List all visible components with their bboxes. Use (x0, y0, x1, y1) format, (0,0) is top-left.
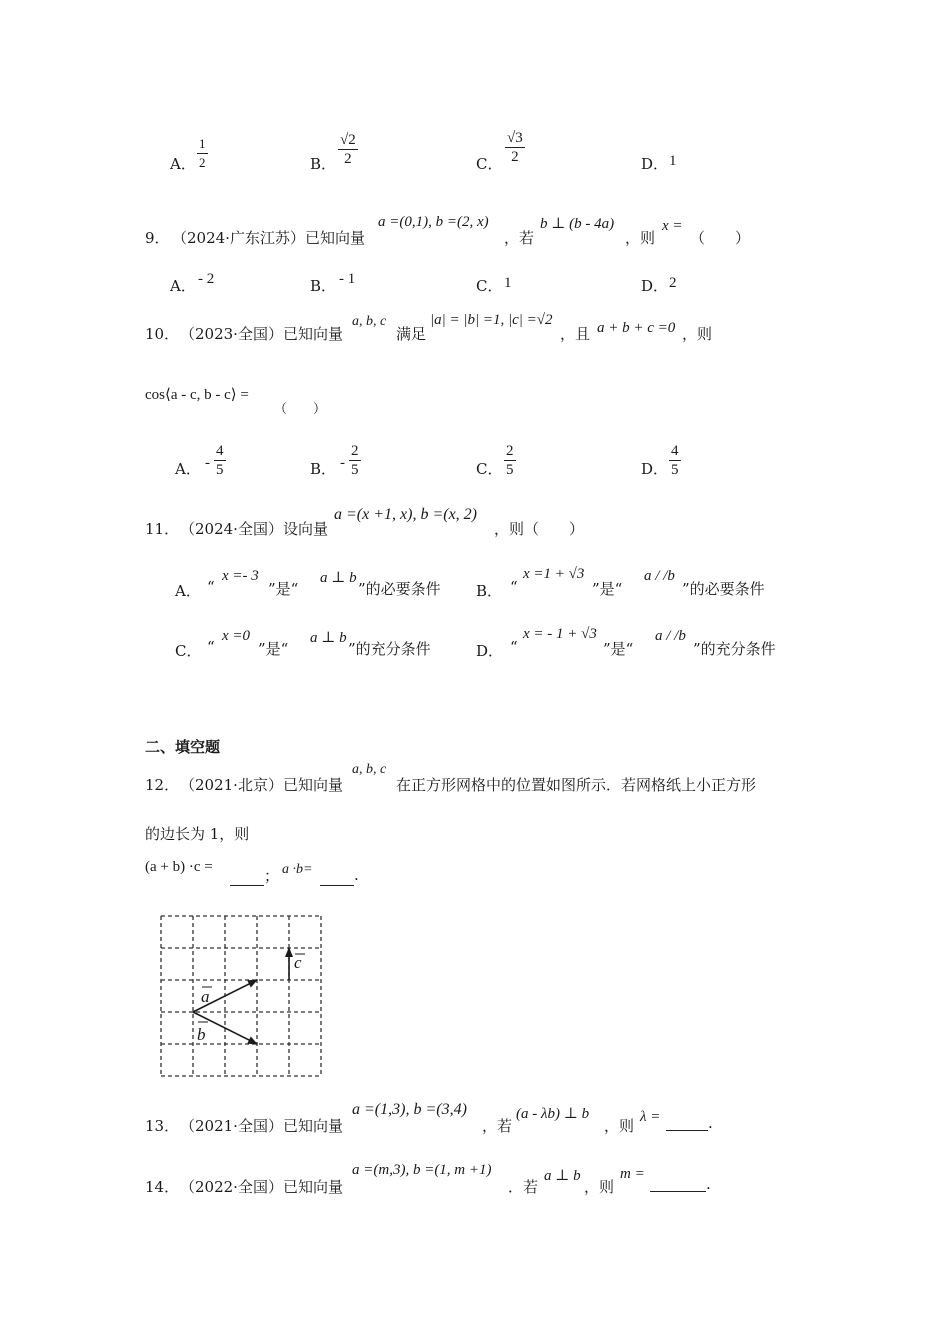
q10-option-c-fraction: $\frac{2}{5}$ (506, 443, 514, 478)
q9-paren: （ ） (690, 229, 751, 247)
q13-cond-prefix: ，若 (482, 1117, 513, 1135)
q11-option-b-text3: ”的必要条件 (682, 580, 765, 598)
q13-source: （2021·全国）已知向量 (180, 1117, 343, 1135)
q9-ask: x = (662, 218, 683, 234)
q14-vectors: a =(m,3), b =(1, m +1) (352, 1162, 492, 1178)
q9-option-d-value: 2 (669, 275, 677, 291)
q13-ask: λ = (640, 1109, 661, 1125)
vector-grid-figure (155, 910, 327, 1082)
q10-then: ，则 (682, 325, 713, 343)
q9-option-b-value: - 1 (339, 271, 356, 287)
q11-option-c-open-quote: “ (207, 638, 215, 656)
q12-expr2: a ·b= (282, 862, 313, 877)
q9-vectors: a =(0,1), b =(2, x) (378, 214, 489, 230)
q12-vectors: a, b, c (352, 762, 387, 777)
q12-number: 12． (145, 776, 180, 794)
q11-option-b-text2: ”是“ (592, 580, 623, 598)
q9-option-b-label: B． (310, 277, 337, 295)
q11-option-d-text3: ”的充分条件 (693, 640, 776, 658)
q14-source: （2022·全国）已知向量 (180, 1178, 343, 1196)
q12-text2: 的边长为 1，则 (145, 825, 250, 843)
q11-number: 11． (145, 520, 180, 538)
q12-answer-blank-1[interactable] (230, 869, 264, 886)
q10-option-b-sign: - (340, 455, 345, 471)
q8-option-b-fraction: $\frac{√2}{2}$ (340, 132, 356, 167)
q11-option-c-math1: x =0 (222, 628, 251, 644)
vector-a-label: a (201, 987, 210, 1006)
q14-number: 14． (145, 1178, 180, 1196)
q11-option-a-open-quote: “ (207, 578, 215, 596)
section-title-fill-in: 二、填空题 (145, 738, 221, 756)
q8-option-c-fraction: $\frac{√3}{2}$ (507, 130, 523, 165)
q10-cond2: a + b + c =0 (597, 320, 676, 336)
q11-option-d-math2: a / /b (655, 628, 686, 644)
q11-option-a-math1: x =- 3 (222, 568, 259, 584)
q14-cond-prefix: ．若 (508, 1178, 539, 1196)
q10-and: ，且 (560, 325, 591, 343)
q14-ask: m = (620, 1166, 645, 1182)
q10-cond1: |a| = |b| =1, |c| =√2 (430, 312, 553, 328)
q10-option-a-label: A． (175, 460, 201, 478)
q10-vectors: a, b, c (352, 314, 387, 329)
q10-option-a-fraction: $\frac{4}{5}$ (216, 443, 224, 478)
q11-option-d-text2: ”是“ (603, 640, 634, 658)
q12-answer-blank-2[interactable] (320, 869, 354, 886)
grid-lines (161, 916, 321, 1076)
q8-option-a-label: A． (170, 155, 196, 173)
q9-condition: b ⊥ (b - 4a) (540, 216, 615, 232)
q14-end: . (706, 1175, 711, 1193)
vector-b-label: b (197, 1025, 206, 1044)
q9-ask-prefix: ，则 (625, 229, 656, 247)
q13-vectors: a =(1,3), b =(3,4) (352, 1101, 467, 1118)
q11-option-c-label: C． (175, 642, 202, 660)
q11-option-c-math2: a ⊥ b (310, 630, 347, 646)
q11-vectors: a =(x +1, x), b =(x, 2) (334, 506, 478, 523)
q11-option-b-open-quote: “ (510, 578, 518, 596)
q13-answer-blank[interactable] (666, 1114, 708, 1131)
q10-expression: cos⟨a - c, b - c⟩ = (145, 387, 249, 403)
q8-option-d-label: D． (641, 155, 669, 173)
q11-option-a-label: A． (175, 582, 201, 600)
q12-end: . (354, 866, 359, 884)
q14-answer-blank[interactable] (650, 1175, 706, 1192)
q9-option-c-value: 1 (504, 275, 512, 291)
q14-condition: a ⊥ b (544, 1168, 581, 1184)
q11-option-c-text2: ”是“ (258, 640, 289, 658)
q11-option-d-label: D． (476, 642, 504, 660)
q9-option-a-value: - 2 (198, 271, 215, 287)
q11-ask: ，则（ ） (494, 520, 585, 538)
q9-source: （2024·广东江苏）已知向量 (172, 229, 365, 247)
q13-ask-prefix: ，则 (604, 1117, 635, 1135)
q10-option-b-label: B． (310, 460, 337, 478)
q13-condition: (a - λb) ⊥ b (516, 1106, 590, 1122)
q10-satisfy: 满足 (396, 325, 427, 343)
q13-number: 13． (145, 1117, 180, 1135)
q9-option-a-label: A． (170, 277, 196, 295)
q11-option-c-text3: ”的充分条件 (348, 640, 431, 658)
q9-number: 9． (145, 229, 170, 247)
q12-text1: 在正方形网格中的位置如图所示．若网格纸上小正方形 (396, 776, 757, 794)
q11-option-d-math1: x = - 1 + √3 (523, 626, 597, 642)
q10-option-b-fraction: $\frac{2}{5}$ (351, 443, 359, 478)
q12-separator: ； (264, 867, 280, 885)
q10-option-a-sign: - (205, 455, 210, 471)
q9-option-d-label: D． (641, 277, 669, 295)
q11-source: （2024·全国）设向量 (180, 520, 328, 538)
q10-option-c-label: C． (476, 460, 503, 478)
q11-option-a-math2: a ⊥ b (320, 570, 357, 586)
q11-option-a-text2: ”是“ (268, 580, 299, 598)
q10-option-d-label: D． (641, 460, 669, 478)
q14-ask-prefix: ，则 (584, 1178, 615, 1196)
q10-source: （2023·全国）已知向量 (180, 325, 343, 343)
q12-expr1: (a + b) ·c = (145, 859, 213, 875)
q8-option-b-label: B． (310, 155, 337, 173)
q9-cond-prefix: ，若 (504, 229, 535, 247)
q10-paren: （ ） (274, 402, 327, 417)
q8-option-d-value: 1 (669, 153, 677, 169)
q11-option-d-open-quote: “ (510, 638, 518, 656)
q11-option-b-math2: a / /b (644, 568, 675, 584)
q12-source: （2021·北京）已知向量 (180, 776, 343, 794)
q11-option-a-text3: ”的必要条件 (358, 580, 441, 598)
q8-option-c-label: C． (476, 155, 503, 173)
q13-end: . (708, 1114, 713, 1132)
q10-number: 10． (145, 325, 180, 343)
q9-option-c-label: C． (476, 277, 503, 295)
vector-c-label: c (294, 953, 302, 972)
q11-option-b-label: B． (476, 582, 503, 600)
q10-option-d-fraction: $\frac{4}{5}$ (671, 443, 679, 478)
q8-option-a-fraction: $\frac{1}{2}$ (199, 136, 206, 170)
q11-option-b-math1: x =1 + √3 (523, 566, 585, 582)
